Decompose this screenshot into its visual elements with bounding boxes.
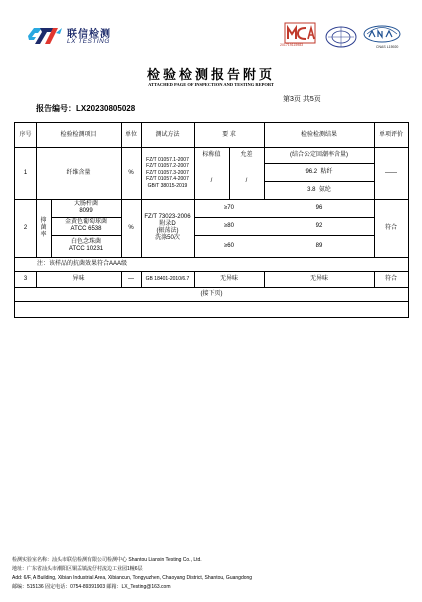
row2-req-staph: ≥80 — [224, 222, 234, 229]
row1-nominal-value: / — [210, 177, 213, 184]
row1-method-line: FZ/T 01057.4-2007 — [146, 176, 189, 183]
logo-chinese-name: 联信检测 — [67, 29, 111, 40]
row1-item: 纤维含量 — [66, 169, 91, 176]
page-number: 第3页 共5页 — [283, 96, 321, 103]
row1-method-line: FZ/T 01057.1-2007 — [146, 156, 189, 163]
row2-method-line: FZ/T 73023-2006 — [144, 214, 191, 220]
row2-req-ecoli: ≥70 — [224, 204, 234, 211]
row3-unit: — — [128, 275, 134, 282]
row2-method-line: 洗涤50次 — [155, 235, 180, 241]
row2-result-ecoli: 96 — [315, 204, 323, 211]
page-subtitle: ATTACHED PAGE OF INSPECTION AND TESTING REPORT — [148, 82, 274, 87]
row1-method — [141, 147, 194, 199]
row2-method-line: 附录D — [159, 221, 176, 227]
row2-req-candida: ≥60 — [224, 242, 234, 249]
row2-method — [141, 199, 194, 257]
row2-subitem-candida — [51, 235, 121, 257]
footer-contact: 邮编：515136 固定电话：0754-89391903 邮箱：LX_Testing@163.com — [12, 584, 171, 590]
header-seq: 序号 — [19, 131, 32, 138]
row2-subitem-ecoli — [51, 199, 121, 217]
row2-unit: % — [128, 224, 134, 231]
row3-result: 无异味 — [309, 275, 328, 282]
cnas-number: CNAS L15920 — [376, 45, 399, 49]
row2-subitem-name: 金黄色葡萄球菌 — [64, 219, 107, 225]
report-number — [36, 103, 135, 114]
row1-method-line: FZ/T 01057.3-2007 — [146, 169, 189, 176]
continued-note: (接下页) — [200, 290, 223, 297]
certification-marks — [282, 20, 402, 52]
header-method: 测试方法 — [155, 131, 180, 138]
row3-evaluation: 符合 — [384, 275, 397, 282]
row1-nominal-label: 标称值 — [202, 151, 221, 158]
row2-seq: 2 — [23, 224, 28, 231]
lx-logo-icon — [26, 25, 64, 47]
row2-subitem-code: ATCC 10231 — [68, 246, 104, 252]
row1-tolerance-label: 允差 — [240, 151, 253, 158]
row1-result-spandex — [264, 181, 374, 199]
inspection-table — [14, 122, 409, 318]
row3-item: 异味 — [72, 275, 85, 282]
row2-subitem-staph — [51, 217, 121, 235]
report-number-value: LX20230805028 — [76, 104, 136, 113]
row1-result-viscose-value: 96.2 — [305, 168, 318, 175]
row1-tolerance-value: / — [245, 177, 248, 184]
header-requirement: 要 求 — [222, 131, 236, 138]
row1-evaluation: —— — [385, 169, 397, 176]
company-logo — [26, 24, 146, 50]
row2-subitem-name: 大肠杆菌 — [73, 201, 98, 207]
row3-method: GB 18401-2010/6.7 — [145, 275, 190, 282]
row3-requirement: 无异味 — [219, 275, 238, 282]
row3-seq: 3 — [23, 275, 28, 282]
row1-result-viscose-fiber: 粘纤 — [320, 168, 333, 175]
page-title: 检验检测报告附页 — [146, 68, 275, 83]
row2-result-staph: 92 — [315, 222, 323, 229]
header-evaluation: 单项评价 — [378, 131, 403, 138]
row1-result-viscose — [264, 163, 374, 181]
cma-number: 201719115983 — [280, 43, 304, 47]
row2-evaluation: 符合 — [384, 224, 397, 231]
row1-unit: % — [128, 169, 134, 176]
footer-address-en: Add: 6/F, A Building, Xibian Industrial Area, Xibiancun, Tongyuzhen, Chaoyang District, Shantou, Guangdong — [12, 575, 253, 581]
row2-subitem-name: 白色念珠菌 — [70, 239, 101, 245]
footer-lab-name: 检测实验室名称：汕头市联信检测有限公司检测中心 Shantou Lianxin Testing Co., Ltd. — [12, 557, 202, 563]
report-number-label: 报告编号： — [36, 104, 76, 113]
header-unit: 单位 — [124, 131, 137, 138]
row2-subitem-code: 8099 — [79, 208, 93, 214]
row1-result-spandex-value: 3.8 — [307, 186, 316, 193]
row2-group-label: 抑菌率 — [40, 217, 47, 238]
row2-method-line: (振荡法) — [156, 228, 179, 234]
row1-result-spandex-fiber: 氨纶 — [318, 186, 331, 193]
row1-method-line: FZ/T 01057.2-2007 — [146, 163, 189, 170]
header-item: 检验检测项目 — [60, 131, 97, 138]
row1-result-header: (结合公定回潮率含量) — [290, 151, 348, 158]
logo-english-name: LX TESTING — [67, 38, 110, 45]
table-note: 注：该样品的抗菌效果符合AAA级 — [37, 260, 128, 267]
row1-method-line: GB/T 38015-2019 — [147, 182, 188, 189]
row1-seq: 1 — [23, 169, 28, 176]
ilac-mra-icon — [324, 24, 358, 50]
row2-subitem-code: ATCC 6538 — [70, 226, 102, 232]
header-result: 检验检测结果 — [300, 131, 337, 138]
row2-result-candida: 89 — [315, 242, 323, 249]
footer-address-cn: 地址：广东省汕头市潮阳区铜盂镇流仔村流边工业园1幢6层 — [12, 566, 143, 572]
